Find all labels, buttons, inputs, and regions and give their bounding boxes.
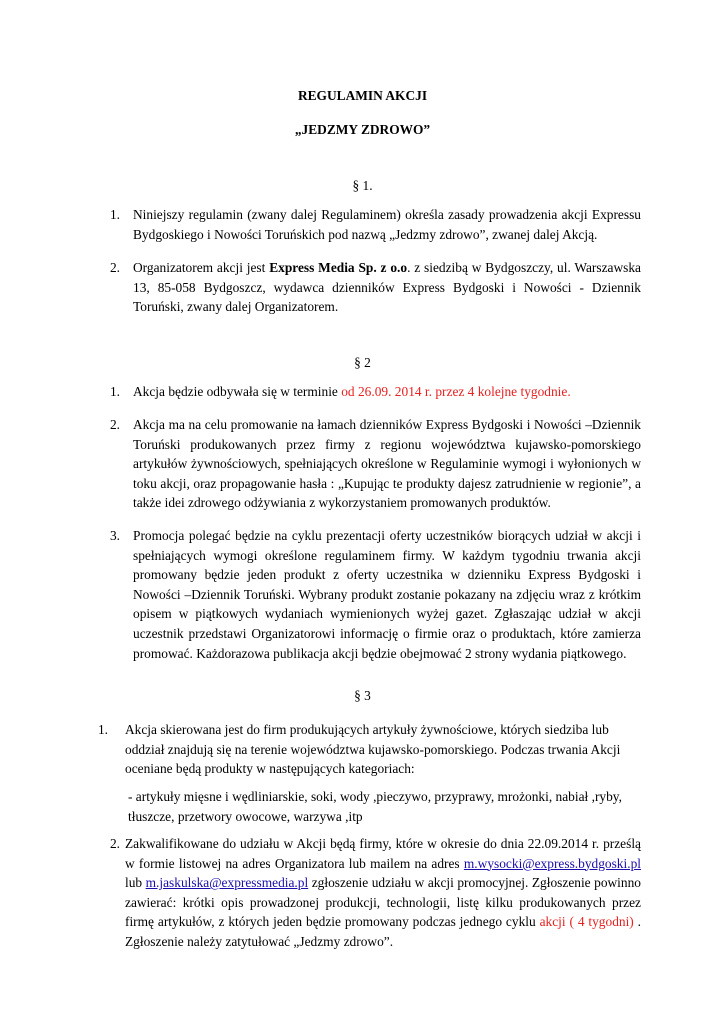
item-number: 2. [109, 260, 120, 275]
text-run: Akcja będzie odbywała się w terminie [133, 384, 342, 399]
item-text [125, 834, 641, 952]
text-run: lub [125, 875, 146, 891]
item-number: 2. [109, 417, 120, 432]
text-run: Zakwalifikowane do udziału w Akcji będą firmy, które w okresie do dnia 22.09.2014 r. prześlą w formie listowej na adres Organizatora lub mailem na adres [125, 836, 641, 871]
item-number: 2. [109, 836, 120, 851]
organizer-name: Express Media Sp. z o.o [269, 260, 408, 275]
item-text [133, 258, 641, 317]
categories-text: - artykuły mięsne i wędliniarskie, soki, wody ,pieczywo, przyprawy, mrożonki, nabiał ,ryby, tłuszcze, przetwory owocowe, warzywa ,itp [128, 789, 622, 824]
section-3-heading: § 3 [354, 688, 371, 703]
text-run: Organizatorem akcji jest [133, 260, 270, 275]
text-run: . Zgłoszenie należy zatytułować „Jedzmy zdrowo”. [125, 914, 641, 949]
item-number: 3. [109, 528, 120, 543]
item-text [133, 382, 641, 402]
item-text: Promocja polegać będzie na cyklu prezentacji oferty uczestników biorących udział w akcji i spełniających wymogi określone regulaminem firmy. W każdym tygodniu trwania akcji promowany będzie jeden produkt z oferty uczestnika w dzienniku Express Bydgoski i Nowości –Dziennik Toruński. Wybrany produkt zostanie pokazany na zdjęciu wraz z krótkim opisem w piątkowych wydaniach wymienionych wyżej gazet. Zgłaszając udział w akcji uczestnik przedstawi Organizatorowi informację o firmie oraz o produktach, które zamierza promować. Każdorazowa publikacja akcji będzie obejmować 2 strony wydania piątkowego. [133, 528, 641, 661]
document-title: REGULAMIN AKCJI [297, 88, 428, 103]
item-text: Akcja skierowana jest do firm produkujących artykuły żywnościowe, których siedziba lub oddział znajdują się na terenie województwa kujawsko-pomorskiego. Podczas trwania Akcji oceniane będą produkty w następujących kategoriach: [125, 722, 621, 777]
item-number: 1. [109, 207, 120, 222]
item-text: Akcja ma na celu promowanie na łamach dzienników Express Bydgoski i Nowości –Dziennik Toruński produkowanych przez firmy z regionu województwa kujawsko-pomorskiego artykułów żywnościowych, spełniających określone w Regulaminie wymogi i wyłonionych w toku akcji, oraz propagowanie hasła : „Kupując te produkty dajesz zatrudnienie w regionie”, a także idei zdrowego odżywiania z wykorzystaniem promowanych produktów. [133, 417, 641, 511]
text-run: zgłoszenie udziału w akcji promocyjnej. Zgłoszenie powinno zawierać: krótki opis prowadzonej produkcji, technologii, listę kilku produkowanych przez firmę artykułów, z których jeden będzie promowany podczas jednego cyklu [125, 875, 641, 930]
campaign-duration: akcji ( 4 tygodni) [539, 914, 634, 930]
item-number: 1. [109, 384, 120, 399]
email-link-jaskulska[interactable]: m.jaskulska@expressmedia.pl [145, 875, 309, 891]
email-link-wysocki[interactable]: m.wysocki@express.bydgoski.pl [463, 855, 641, 871]
section-2-heading: § 2 [354, 355, 371, 370]
section-1-heading: § 1. [352, 178, 373, 193]
document-subtitle: „JEDZMY ZDROWO” [294, 122, 431, 137]
text-run: . z siedzibą w Bydgoszczy, ul. Warszawska 13, 85-058 Bydgoszcz, wydawca dzienników Express Bydgoski i Nowości - Dziennik Toruński, zwany dalej Organizatorem. [133, 260, 641, 315]
item-text: Niniejszy regulamin (zwany dalej Regulaminem) określa zasady prowadzenia akcji Expressu Bydgoskiego i Nowości Toruńskich pod nazwą „Jedzmy zdrowo”, zwanej dalej Akcją. [133, 207, 641, 242]
item-number: 1. [97, 722, 108, 737]
campaign-dates: od 26.09. 2014 r. przez 4 kolejne tygodnie. [341, 384, 571, 399]
